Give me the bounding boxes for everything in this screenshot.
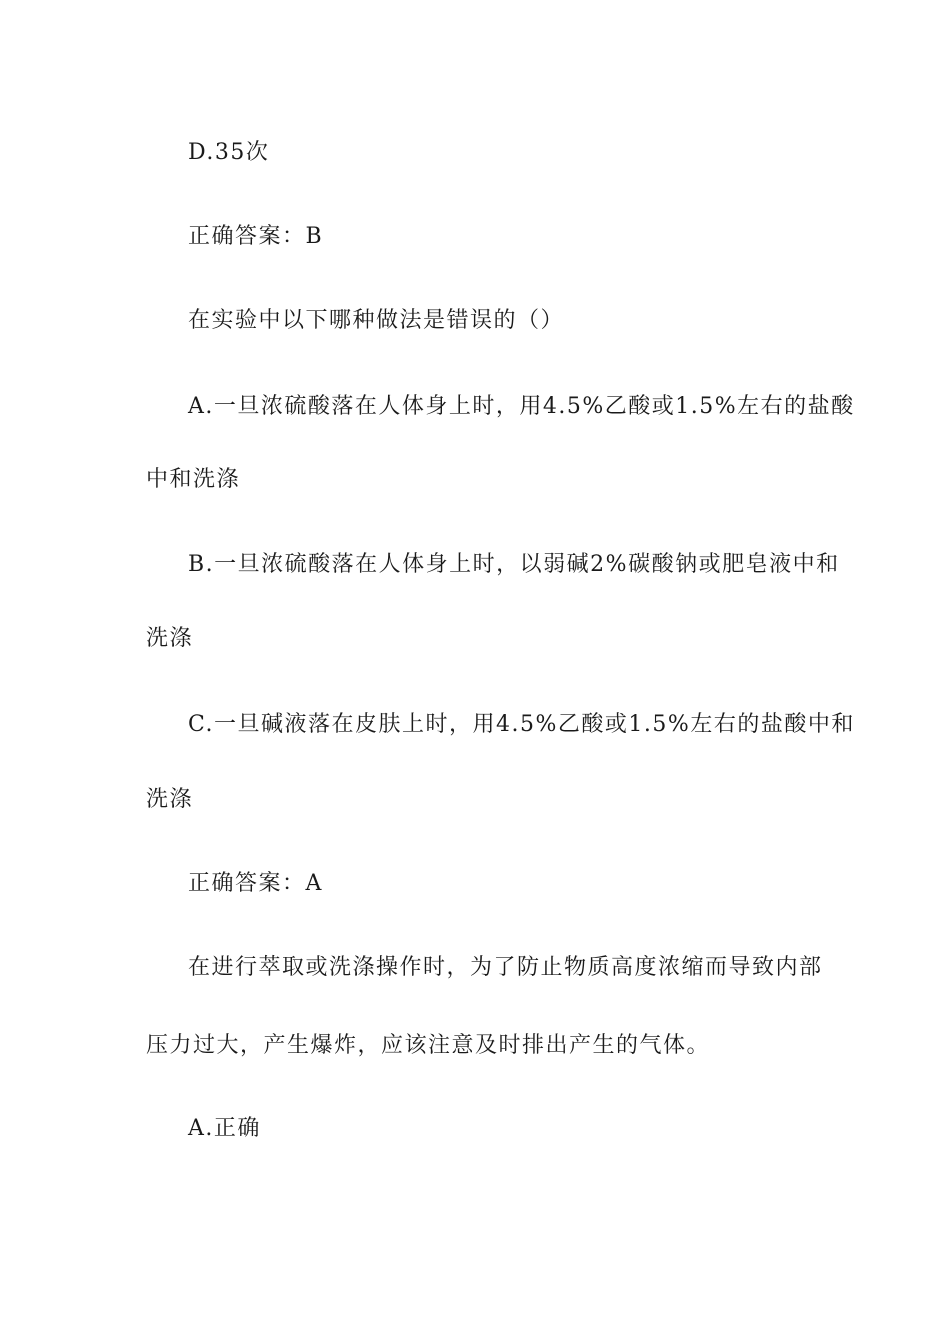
option-b-text-continued: 洗涤	[146, 626, 194, 651]
option-a-text: A.一旦浓硫酸落在人体身上时，用4.5%乙酸或1.5%左右的盐酸	[188, 394, 855, 419]
option-c-text: C.一旦碱液落在皮肤上时，用4.5%乙酸或1.5%左右的盐酸中和	[188, 712, 855, 737]
option-b-text: B.一旦浓硫酸落在人体身上时，以弱碱2%碳酸钠或肥皂液中和	[188, 552, 840, 577]
option-a-true-text: A.正确	[188, 1116, 261, 1141]
option-a-text-continued: 中和洗涤	[146, 467, 241, 492]
option-d-text: D.35次	[188, 140, 270, 165]
question-3-text-continued: 压力过大，产生爆炸，应该注意及时排出产生的气体。	[146, 1033, 711, 1058]
option-c-text-continued: 洗涤	[146, 787, 194, 812]
answer-line-1: 正确答案：B	[188, 224, 324, 249]
answer-line-2: 正确答案：A	[188, 871, 323, 896]
question-3-text: 在进行萃取或洗涤操作时，为了防止物质高度浓缩而导致内部	[188, 955, 823, 980]
question-2-text: 在实验中以下哪种做法是错误的（）	[188, 308, 565, 333]
